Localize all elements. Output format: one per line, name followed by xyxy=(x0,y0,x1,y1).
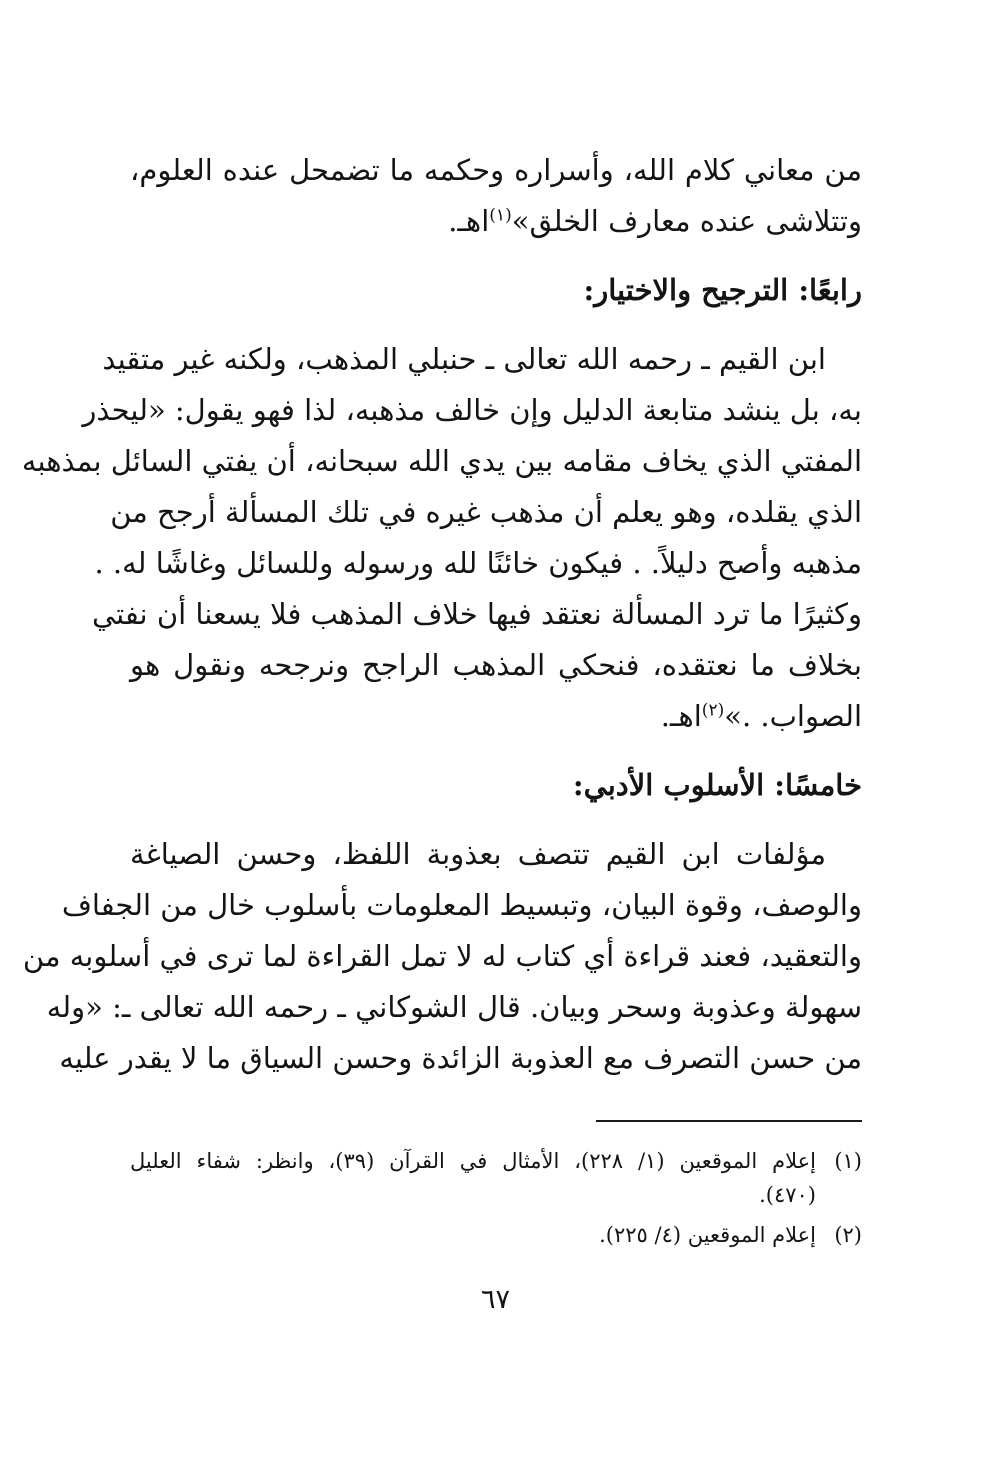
footnote-line: إعلام الموقعين (١/ ٢٢٨)، الأمثال في القرآن (٣٩)، وانظر: شفاء العليل xyxy=(130,1149,816,1173)
text-line: ابن القيم ـ رحمه الله تعالى ـ حنبلي المذهب، ولكنه غير متقيد xyxy=(102,342,826,376)
text-line: بخلاف ما نعتقده، فنحكي المذهب الراجح ونرجحه ونقول هو xyxy=(130,648,862,682)
footnote-ref-2[interactable]: (٢) xyxy=(701,700,725,721)
text-line: وكثيرًا ما ترد المسألة نعتقد فيها خلاف المذهب فلا يسعنا أن نفتي xyxy=(91,597,862,631)
section-heading-4: رابعًا: الترجيح والاختيار: xyxy=(583,273,862,307)
footnotes xyxy=(130,1144,862,1258)
text-fragment: وتتلاشى عنده معارف الخلق» xyxy=(511,204,862,238)
text-line: مذهبه وأصح دليلاً. . فيكون خائنًا لله ورسوله وللسائل وغاشًا له. . xyxy=(94,546,862,580)
footnote-divider xyxy=(596,1120,862,1122)
footnote-text xyxy=(130,1144,816,1212)
footnote-number: (١) xyxy=(834,1149,862,1173)
text-line: به، بل ينشد متابعة الدليل وإن خالف مذهبه، لذا فهو يقول: «ليحذر xyxy=(82,393,862,427)
text-line xyxy=(130,691,862,742)
text-line: والتعقيد، فعند قراءة أي كتاب له لا تمل القراءة لما ترى في أسلوبه من xyxy=(22,939,862,973)
paragraph-continuation xyxy=(130,145,862,247)
footnote-line: (٤٧٠). xyxy=(759,1183,816,1207)
text-line: المفتي الذي يخاف مقامه بين يدي الله سبحانه، أن يفتي السائل بمذهبه xyxy=(21,444,862,478)
text-line: من حسن التصرف مع العذوبة الزائدة وحسن السياق ما لا يقدر عليه xyxy=(59,1041,862,1075)
footnote-text xyxy=(130,1218,816,1252)
footnote-2 xyxy=(130,1218,862,1252)
page-number: ٦٧ xyxy=(480,1284,510,1315)
text-fragment: اهـ. xyxy=(448,204,490,238)
text-line: سهولة وعذوبة وسحر وبيان. قال الشوكاني ـ رحمه الله تعالى ـ: «وله xyxy=(46,990,862,1024)
text-fragment: الصواب. .» xyxy=(724,699,862,733)
text-line: من معاني كلام الله، وأسراره وحكمه ما تضمحل عنده العلوم، xyxy=(130,153,862,187)
paragraph-4 xyxy=(21,334,862,742)
footnote-line: إعلام الموقعين (٤/ ٢٢٥). xyxy=(599,1223,816,1247)
footnote-1 xyxy=(130,1144,862,1212)
text-line xyxy=(130,196,862,247)
text-fragment: اهـ. xyxy=(660,699,702,733)
footnote-number: (٢) xyxy=(834,1223,862,1247)
text-line: والوصف، وقوة البيان، وتبسيط المعلومات بأسلوب خال من الجفاف xyxy=(61,888,862,922)
paragraph-5 xyxy=(22,829,862,1084)
text-line: الذي يقلده، وهو يعلم أن مذهب غيره في تلك المسألة أرجح من xyxy=(110,495,862,529)
text-line: مؤلفات ابن القيم تتصف بعذوبة اللفظ، وحسن الصياغة xyxy=(130,837,826,871)
page-body xyxy=(21,145,862,1084)
section-heading-5: خامسًا: الأسلوب الأدبي: xyxy=(572,768,862,802)
footnote-ref-1[interactable]: (١) xyxy=(489,205,512,226)
